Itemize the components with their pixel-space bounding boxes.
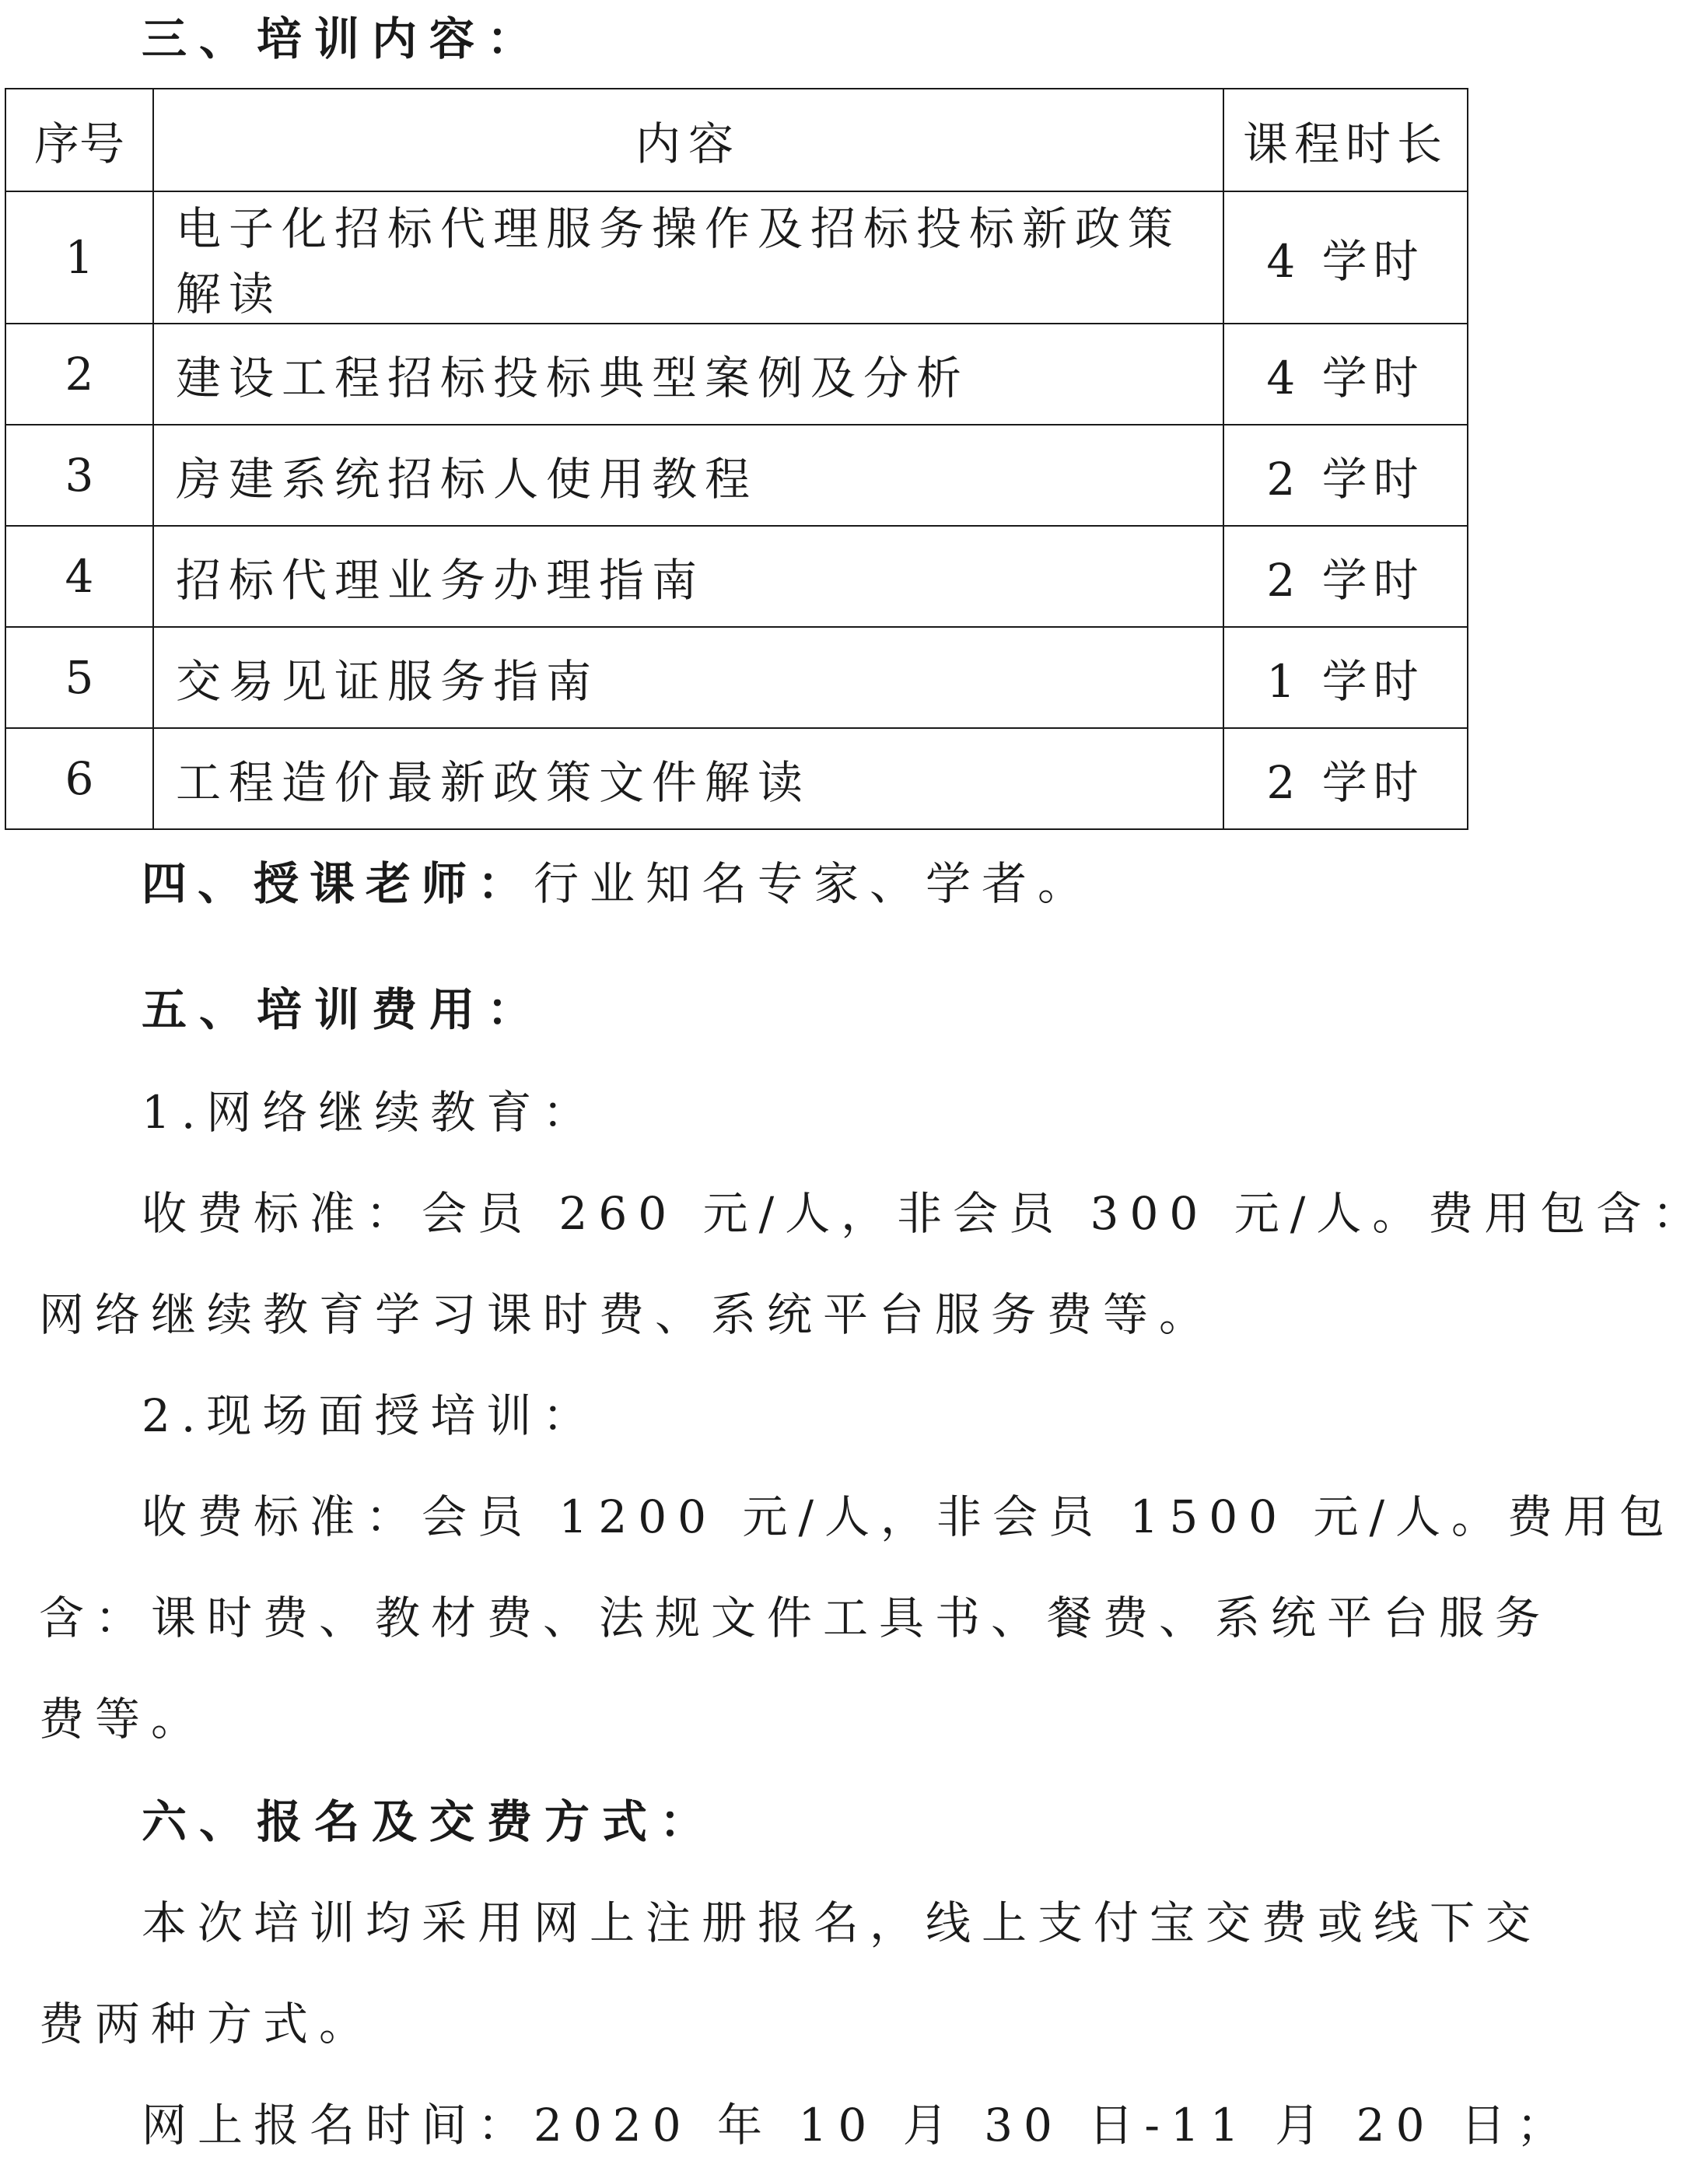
header-content: 内容: [153, 89, 1223, 191]
row-no: 3: [5, 425, 153, 526]
row-hours: 4 学时: [1223, 191, 1468, 324]
table-row: [5, 526, 1468, 627]
table-row: [5, 627, 1468, 728]
section-six-line2: 费两种方式。: [39, 1998, 376, 2050]
row-content: 房建系统招标人使用教程: [153, 425, 1223, 526]
row-no: 5: [5, 627, 153, 728]
section-six-line3: 网上报名时间：2020 年 10 月 30 日-11 月 20 日；: [142, 2099, 1573, 2152]
fee-item-onsite-line2: 含：课时费、教材费、法规文件工具书、餐费、系统平台服务: [39, 1591, 1552, 1644]
section-five-heading: 五、培训费用：: [142, 983, 545, 1036]
header-hours: 课程时长: [1223, 89, 1468, 191]
fee-item-online-line2: 网络继续教育学习课时费、系统平台服务费等。: [39, 1288, 1216, 1341]
table-row: [5, 425, 1468, 526]
section-four-paragraph: [0, 856, 1615, 912]
header-no: 序号: [5, 89, 153, 191]
section-six-line1: 本次培训均采用网上注册报名，线上支付宝交费或线下交: [142, 1896, 1542, 1949]
row-no: 4: [5, 526, 153, 627]
section-six-heading: 六、报名及交费方式：: [142, 1795, 718, 1848]
section-four-text: 行业知名专家、学者。: [534, 857, 1094, 910]
fee-item-online-title: 1.网络继续教育：: [142, 1086, 599, 1139]
row-no: 6: [5, 728, 153, 829]
row-content: 建设工程招标投标典型案例及分析: [153, 324, 1223, 425]
row-hours: 2 学时: [1223, 728, 1468, 829]
row-no: 2: [5, 324, 153, 425]
section-three-heading: 三、培训内容：: [142, 12, 545, 65]
row-content: 交易见证服务指南: [153, 627, 1223, 728]
row-content: 电子化招标代理服务操作及招标投标新政策解读: [153, 191, 1223, 324]
fee-item-onsite-title: 2.现场面授培训：: [142, 1389, 599, 1442]
fee-item-onsite-line3: 费等。: [39, 1693, 208, 1746]
fee-item-onsite-line1: 收费标准：会员 1200 元/人，非会员 1500 元/人。费用包: [142, 1490, 1676, 1543]
table-row: [5, 728, 1468, 829]
fee-item-online-line1: 收费标准：会员 260 元/人，非会员 300 元/人。费用包含：: [142, 1187, 1708, 1240]
row-no: 1: [5, 191, 153, 324]
section-four-heading: 四、授课老师：: [142, 857, 534, 910]
row-content: 工程造价最新政策文件解读: [153, 728, 1223, 829]
table-row: [5, 324, 1468, 425]
row-hours: 2 学时: [1223, 526, 1468, 627]
table-row: [5, 191, 1468, 324]
row-hours: 4 学时: [1223, 324, 1468, 425]
course-table: [5, 88, 1468, 830]
row-hours: 2 学时: [1223, 425, 1468, 526]
row-content: 招标代理业务办理指南: [153, 526, 1223, 627]
row-hours: 1 学时: [1223, 627, 1468, 728]
table-header-row: [5, 89, 1468, 191]
